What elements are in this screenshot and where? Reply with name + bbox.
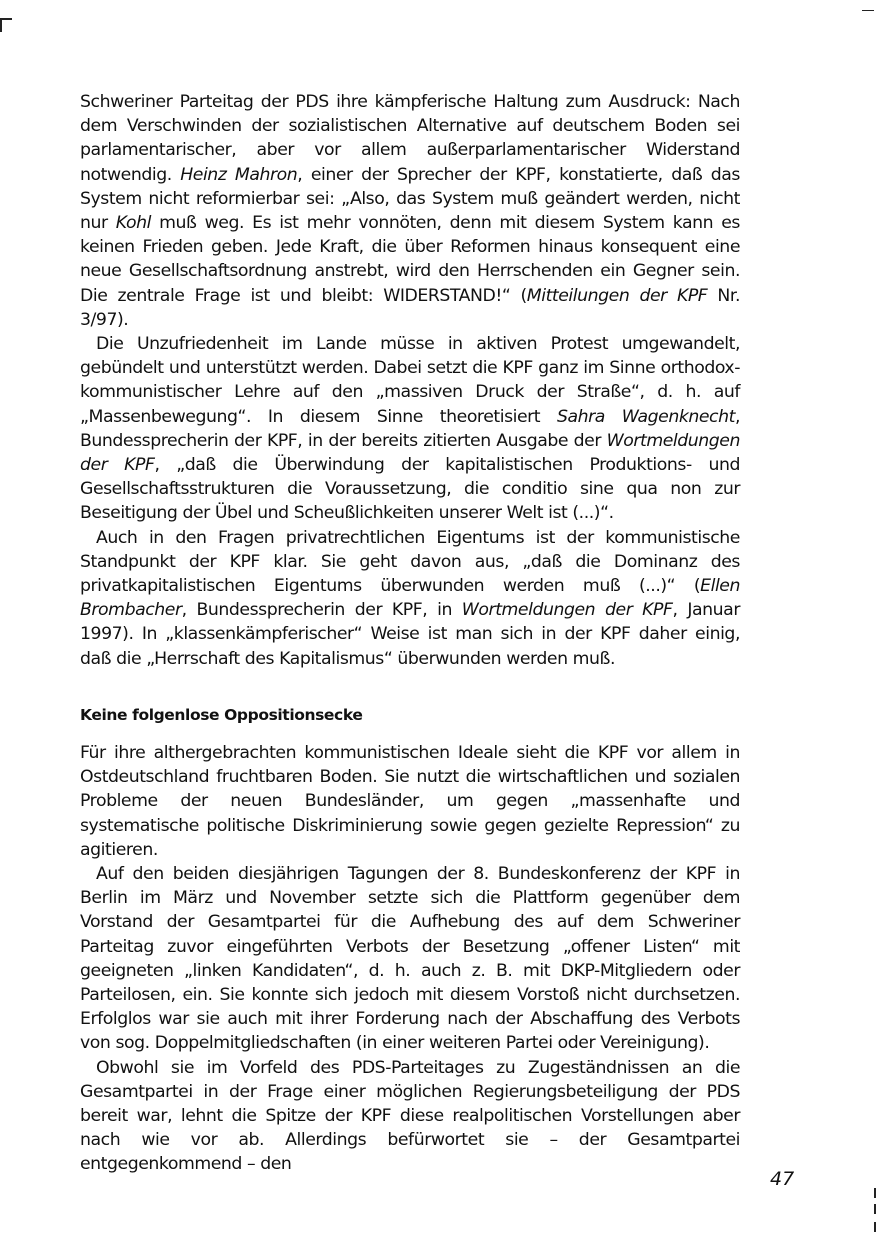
scan-corner-mark (0, 18, 2, 32)
paragraph (80, 90, 740, 332)
person-name: Kohl (115, 213, 152, 234)
source-title: Wortmeldungen der KPF (461, 600, 673, 621)
person-name: Sahra Wagenknecht (556, 406, 735, 427)
person-name: Ellen Brombacher (80, 576, 740, 621)
text-run: , „daß die Überwindung der kapitalistischen Produktions- und Gesellschaftsstrukturen die Voraussetzung, die conditio sine qua non zur Beseitigung der Übel und Scheußlichkeiten unserer Welt ist (...)“. (80, 455, 740, 524)
text-run: muß weg. Es ist mehr vonnöten, denn mit diesem System kann es keinen Frieden geben. Jede Kraft, die über Reformen hinaus konsequent eine neue Gesellschaftsordnung anstrebt, wird den Herrschenden ein Gegner sein. Die zentrale Frage ist und bleibt: WIDERSTAND!“ ( (80, 213, 740, 306)
text-run: Auch in den Fragen privatrechtlichen Eigentums ist der kommunistische Standpunkt der KPF klar. Sie geht davon aus, „daß die Dominanz des privatkapitalistischen Eigentums überwunden werden muß (...)“ ( (80, 527, 740, 597)
source-title: Mitteilungen der KPF (526, 285, 708, 306)
text-run: , Bundessprecherin der KPF, in (181, 600, 462, 621)
body-text-section-2 (80, 741, 740, 1177)
person-name: Heinz Mahron (180, 164, 298, 185)
paragraph: Für ihre althergebrachten kommunistischen Ideale sieht die KPF vor allem in Ostdeutschland fruchtbaren Boden. Sie nutzt die wirtschaftlichen und sozialen Probleme der neuen Bundesländer, um gegen „massenhafte und systematische politische Diskriminierung sowie gegen gezielte Repression“ zu agitieren. (80, 743, 740, 860)
scan-edge-mark (874, 1188, 876, 1198)
paragraph (80, 526, 740, 671)
section-heading: Keine folgenlose Oppositionsecke (80, 706, 363, 724)
text-run: Schweriner Parteitag der PDS ihre kämpferische Haltung zum Ausdruck: Nach dem Verschwinden der sozialistischen Alternative auf deutschem Boden sei parlamentarischer, aber vor allem außerparlamentarischer Widerstand notwendig. (80, 92, 740, 185)
text-run: , Bundessprecherin der KPF, in der bereits zitierten Ausgabe der (80, 406, 740, 451)
source-title: Wortmeldungen der KPF (80, 430, 740, 476)
paragraph: Auf den beiden diesjährigen Tagungen der 8. Bundeskonferenz der KPF in Berlin im März und November setzte sich die Plattform gegenüber dem Vorstand der Gesamtpartei für die Aufhebung des auf dem Schweriner Parteitag zuvor eingeführten Verbots der Besetzung „offener Listen“ mit geeigneten „linken Kandidaten“, d. h. auch z. B. mit DKP-Mitgliedern oder Parteilosen, ein. Sie konnte sich jedoch mit diesem Vorstoß nicht durchsetzen. Erfolglos war sie auch mit ihrer Forderung nach der Abschaffung des Verbots von sog. Doppelmitgliedschaften (in einer weiteren Partei oder Vereinigung). (80, 864, 740, 1054)
text-run: Die Unzufriedenheit im Lande müsse in aktiven Protest umgewandelt, gebündelt und unterstützt werden. Dabei setzt die KPF ganz im Sinne orthodox-kommunistischer Lehre auf den „massiven Druck der Straße“, d. h. auf „Massenbewegung“. In diesem Sinne theoretisiert (80, 334, 740, 427)
paragraph (80, 332, 740, 526)
text-run: Nr. 3/97). (80, 285, 741, 330)
text-run: , einer der Sprecher der KPF, konstatierte, daß das System nicht reformierbar sei: „Also, das System muß geändert werden, nicht nur (80, 164, 740, 234)
scan-edge-mark (874, 1222, 876, 1232)
page-number: 47 (770, 1168, 795, 1190)
scan-edge-mark (862, 10, 874, 11)
scan-edge-mark (874, 1204, 876, 1214)
text-run: , Januar 1997). In „klassenkämpferischer“ Weise ist man sich in der KPF daher einig, daß die „Herrschaft des Kapitalismus“ überwunden werden muß. (80, 600, 740, 669)
body-text-section-1 (80, 90, 740, 671)
paragraph: Obwohl sie im Vorfeld des PDS-Parteitages zu Zugeständnissen an die Gesamtpartei in der Frage einer möglichen Regierungsbeteiligung der PDS bereit war, lehnt die Spitze der KPF diese realpolitischen Vorstellungen aber nach wie vor ab. Allerdings befürwortet sie – der Gesamtpartei entgegenkommend – den (80, 1057, 740, 1175)
